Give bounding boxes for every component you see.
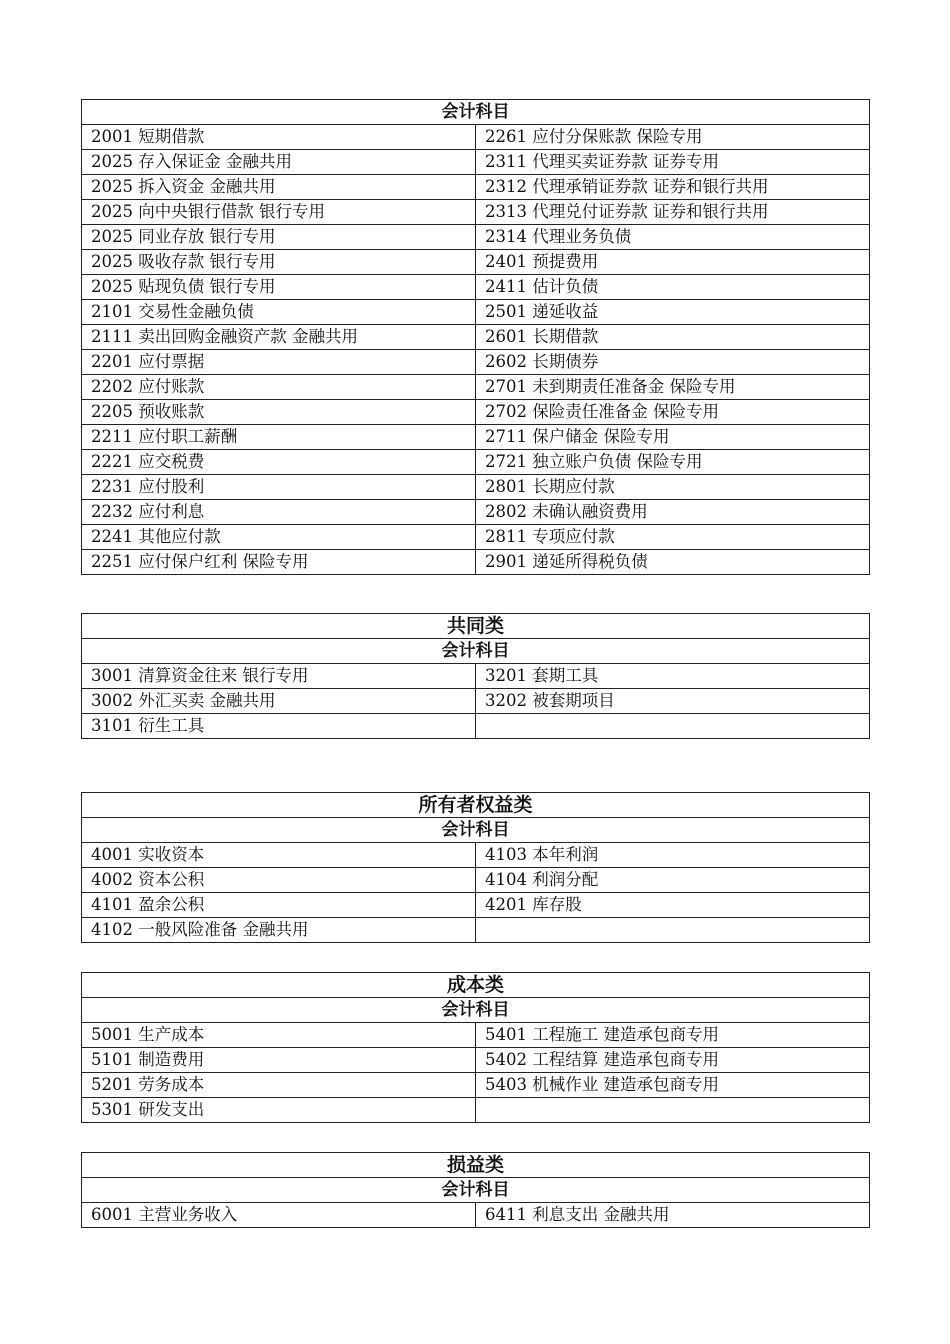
account-cell: 5401 工程施工 建造承包商专用 (476, 1023, 870, 1048)
table-row (82, 425, 870, 450)
table-header: 会计科目 (82, 998, 870, 1023)
table-row (82, 400, 870, 425)
account-cell: 2401 预提费用 (476, 250, 870, 275)
table-row (82, 1048, 870, 1073)
table-row (82, 1098, 870, 1123)
account-cell: 3101 衍生工具 (82, 714, 476, 739)
account-cell: 2221 应交税费 (82, 450, 476, 475)
account-cell: 2232 应付利息 (82, 500, 476, 525)
account-cell: 2025 拆入资金 金融共用 (82, 175, 476, 200)
table-row (82, 664, 870, 689)
table-row (82, 450, 870, 475)
account-cell: 2411 估计负债 (476, 275, 870, 300)
account-cell: 2311 代理买卖证券款 证券专用 (476, 150, 870, 175)
table-row (82, 375, 870, 400)
account-cell: 6001 主营业务收入 (82, 1203, 476, 1228)
table-row (82, 868, 870, 893)
account-cell: 5001 生产成本 (82, 1023, 476, 1048)
table-row (82, 200, 870, 225)
account-cell: 2802 未确认融资费用 (476, 500, 870, 525)
account-cell: 5201 劳务成本 (82, 1073, 476, 1098)
account-cell: 3201 套期工具 (476, 664, 870, 689)
table-row (82, 525, 870, 550)
table-row (82, 1203, 870, 1228)
account-cell (476, 918, 870, 943)
table-row (82, 325, 870, 350)
category-title: 损益类 (82, 1153, 870, 1178)
account-cell: 2241 其他应付款 (82, 525, 476, 550)
table-row (82, 350, 870, 375)
category-title: 成本类 (82, 973, 870, 998)
account-cell: 4002 资本公积 (82, 868, 476, 893)
account-cell: 6411 利息支出 金融共用 (476, 1203, 870, 1228)
table-header: 会计科目 (82, 818, 870, 843)
account-cell: 2702 保险责任准备金 保险专用 (476, 400, 870, 425)
table-row (82, 918, 870, 943)
account-cell: 2313 代理兑付证券款 证券和银行共用 (476, 200, 870, 225)
table-row (82, 550, 870, 575)
table-row (82, 689, 870, 714)
account-cell: 2025 存入保证金 金融共用 (82, 150, 476, 175)
account-cell: 2701 未到期责任准备金 保险专用 (476, 375, 870, 400)
account-table-common (81, 613, 870, 739)
category-title: 所有者权益类 (82, 793, 870, 818)
table-row (82, 1073, 870, 1098)
table-row (82, 225, 870, 250)
account-cell (476, 1098, 870, 1123)
account-cell: 2601 长期借款 (476, 325, 870, 350)
account-cell: 3002 外汇买卖 金融共用 (82, 689, 476, 714)
account-cell: 2314 代理业务负债 (476, 225, 870, 250)
table-row (82, 714, 870, 739)
account-cell (476, 714, 870, 739)
account-cell: 2101 交易性金融负债 (82, 300, 476, 325)
account-table-equity (81, 792, 870, 943)
account-cell: 2312 代理承销证券款 证券和银行共用 (476, 175, 870, 200)
table-row (82, 1023, 870, 1048)
table-row (82, 175, 870, 200)
account-cell: 2025 同业存放 银行专用 (82, 225, 476, 250)
account-cell: 2025 贴现负债 银行专用 (82, 275, 476, 300)
table-row (82, 275, 870, 300)
account-cell: 4001 实收资本 (82, 843, 476, 868)
account-cell: 2251 应付保户红利 保险专用 (82, 550, 476, 575)
table-row (82, 500, 870, 525)
account-cell: 2261 应付分保账款 保险专用 (476, 125, 870, 150)
account-cell: 2001 短期借款 (82, 125, 476, 150)
account-cell: 4103 本年利润 (476, 843, 870, 868)
account-cell: 2201 应付票据 (82, 350, 476, 375)
account-cell: 2811 专项应付款 (476, 525, 870, 550)
account-cell: 4201 库存股 (476, 893, 870, 918)
table-row (82, 843, 870, 868)
account-cell: 5301 研发支出 (82, 1098, 476, 1123)
account-cell: 2202 应付账款 (82, 375, 476, 400)
account-cell: 2025 向中央银行借款 银行专用 (82, 200, 476, 225)
table-row (82, 475, 870, 500)
account-cell: 4102 一般风险准备 金融共用 (82, 918, 476, 943)
account-cell: 2602 长期债券 (476, 350, 870, 375)
account-cell: 5101 制造费用 (82, 1048, 476, 1073)
table-row (82, 150, 870, 175)
table-header: 会计科目 (82, 1178, 870, 1203)
account-cell: 5403 机械作业 建造承包商专用 (476, 1073, 870, 1098)
account-cell: 2501 递延收益 (476, 300, 870, 325)
account-cell: 2111 卖出回购金融资产款 金融共用 (82, 325, 476, 350)
account-cell: 5402 工程结算 建造承包商专用 (476, 1048, 870, 1073)
category-title: 共同类 (82, 614, 870, 639)
account-cell: 2231 应付股利 (82, 475, 476, 500)
account-cell: 2801 长期应付款 (476, 475, 870, 500)
account-cell: 2211 应付职工薪酬 (82, 425, 476, 450)
account-cell: 2901 递延所得税负债 (476, 550, 870, 575)
table-row (82, 250, 870, 275)
account-table-profit-loss (81, 1152, 870, 1228)
table-header: 会计科目 (82, 639, 870, 664)
account-cell: 3202 被套期项目 (476, 689, 870, 714)
account-cell: 4104 利润分配 (476, 868, 870, 893)
account-cell: 2711 保户储金 保险专用 (476, 425, 870, 450)
table-row (82, 300, 870, 325)
account-cell: 2205 预收账款 (82, 400, 476, 425)
account-table-cost (81, 972, 870, 1123)
table-row (82, 125, 870, 150)
table-row (82, 893, 870, 918)
account-table-liabilities (81, 99, 870, 575)
account-cell: 2721 独立账户负债 保险专用 (476, 450, 870, 475)
table-header: 会计科目 (82, 100, 870, 125)
account-cell: 3001 清算资金往来 银行专用 (82, 664, 476, 689)
account-cell: 4101 盈余公积 (82, 893, 476, 918)
account-cell: 2025 吸收存款 银行专用 (82, 250, 476, 275)
